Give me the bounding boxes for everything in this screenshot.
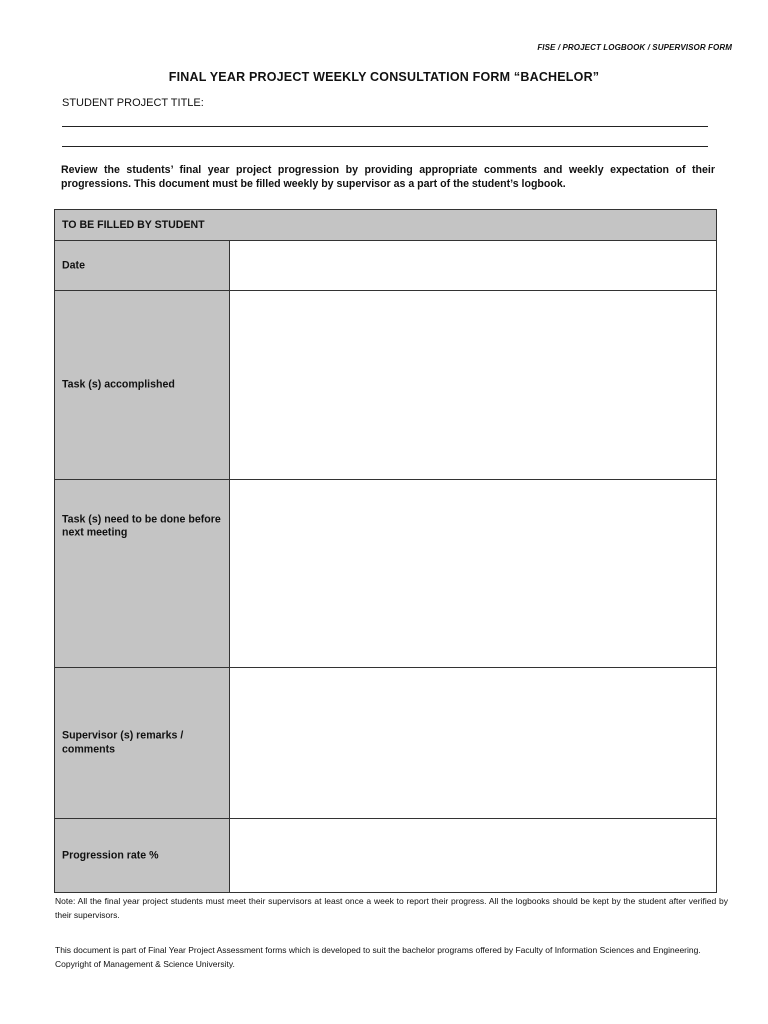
note-text: Note: All the final year project students must meet their supervisors at least once a week to report their progress. All the logbooks should be kept by the student after verified by their supervisors. (55, 896, 728, 920)
date-label: Date (62, 258, 85, 271)
progression-rate-row (55, 819, 716, 892)
section-header: TO BE FILLED BY STUDENT (62, 219, 205, 231)
page-title: FINAL YEAR PROJECT WEEKLY CONSULTATION FORM “BACHELOR” (168, 70, 600, 84)
instructions-text: Review the students’ final year project progression by providing appropriate comments and weekly expectation of their progressions. This document must be filled weekly by supervisor as a part of the student’s logbook. (61, 164, 715, 190)
tasks-next-field[interactable] (230, 480, 716, 667)
progression-rate-field[interactable] (230, 819, 716, 892)
tasks-accomplished-field[interactable] (230, 291, 716, 479)
progression-rate-label-cell (55, 819, 230, 892)
tasks-next-row (55, 480, 716, 668)
tasks-accomplished-label-cell (55, 291, 230, 479)
footer-text: This document is part of Final Year Project Assessment forms which is developed to suit the bachelor programs offered by Faculty of Information Sciences and Engineering. Copyright of Management & Science University. (55, 945, 701, 969)
supervisor-remarks-field[interactable] (230, 668, 716, 818)
project-title-label: STUDENT PROJECT TITLE: (62, 97, 204, 109)
supervisor-remarks-row (55, 668, 716, 819)
tasks-next-label: Task (s) need to be done before next meeting (62, 513, 221, 539)
form-reference: FISE / PROJECT LOGBOOK / SUPERVISOR FORM (537, 43, 732, 52)
progression-rate-label: Progression rate % (62, 848, 159, 861)
consultation-table (54, 209, 717, 893)
project-title-line-2[interactable] (62, 146, 708, 147)
tasks-accomplished-label: Task (s) accomplished (62, 378, 175, 391)
supervisor-remarks-label: Supervisor (s) remarks / comments (62, 729, 184, 755)
tasks-next-label-cell (55, 480, 230, 667)
date-label-cell (55, 241, 230, 290)
date-field[interactable] (230, 241, 716, 290)
project-title-line-1[interactable] (62, 126, 708, 127)
tasks-accomplished-row (55, 291, 716, 480)
date-row (55, 241, 716, 291)
section-header-row (55, 210, 716, 241)
supervisor-remarks-label-cell (55, 668, 230, 818)
